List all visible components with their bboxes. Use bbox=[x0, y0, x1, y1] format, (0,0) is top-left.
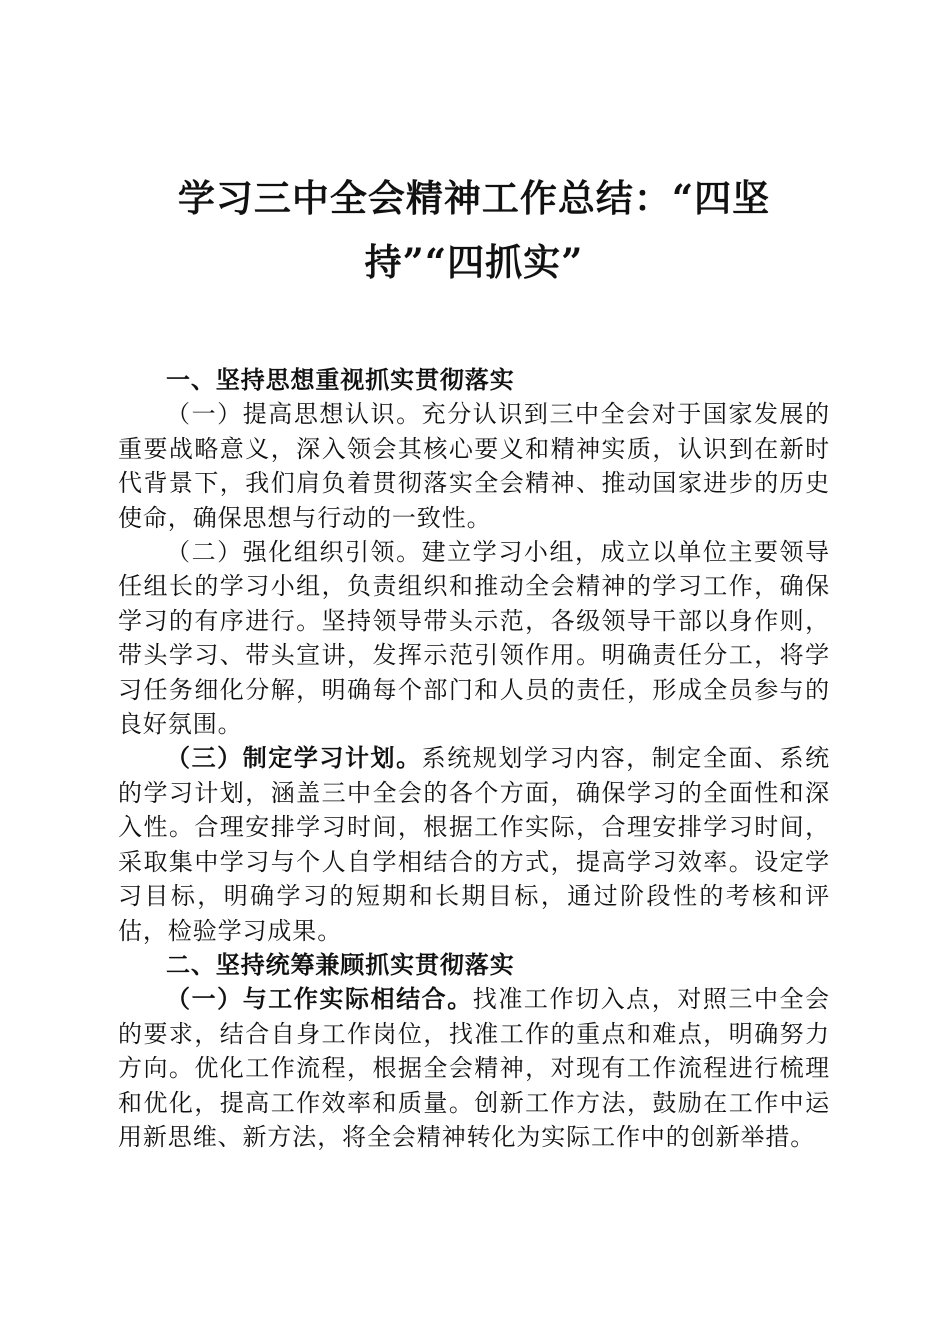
paragraph-2-1 bbox=[118, 982, 830, 1154]
paragraph-text: 充分认识到三中全会对于国家发展的重要战略意义，深入领会其核心要义和精神实质，认识到在新时代背景下，我们肩负着贯彻落实全会精神、推动国家进步的历史使命，确保思想与行动的一致性。 bbox=[118, 400, 830, 532]
paragraph-lead: （三）制定学习计划。 bbox=[166, 744, 422, 773]
paragraph-1-2 bbox=[118, 535, 830, 741]
section-heading-1: 一、坚持思想重视抓实贯彻落实 bbox=[166, 366, 515, 394]
document-title: 学习三中全会精神工作总结：“四坚持”“四抓实” bbox=[177, 176, 771, 284]
paragraph-lead: （一）与工作实际相结合。 bbox=[166, 985, 473, 1014]
paragraph-text: 找准工作切入点，对照三中全会的要求，结合自身工作岗位，找准工作的重点和难点，明确努力方向。优化工作流程，根据全会精神，对现有工作流程进行梳理和优化，提高工作效率和质量。创新工作方法，鼓励在工作中运用新思维、新方法，将全会精神转化为实际工作中的创新举措。 bbox=[118, 985, 830, 1151]
section-heading-2: 二、坚持统筹兼顾抓实贯彻落实 bbox=[166, 950, 515, 979]
paragraph-lead: （二）强化组织引领。 bbox=[166, 538, 422, 567]
paragraph-1-3 bbox=[118, 741, 830, 947]
paragraph-lead: （一）提高思想认识。 bbox=[166, 400, 422, 429]
paragraph-1-1 bbox=[118, 397, 830, 535]
paragraph-text: 系统规划学习内容，制定全面、系统的学习计划，涵盖三中全会的各个方面，确保学习的全面性和深入性。合理安排学习时间，根据工作实际，合理安排学习时间，采取集中学习与个人自学相结合的方式，提高学习效率。设定学习目标，明确学习的短期和长期目标，通过阶段性的考核和评估，检验学习成果。 bbox=[118, 744, 830, 945]
document-body bbox=[118, 363, 830, 1154]
paragraph-text: 建立学习小组，成立以单位主要领导任组长的学习小组，负责组织和推动全会精神的学习工作，确保学习的有序进行。坚持领导带头示范，各级领导干部以身作则，带头学习、带头宣讲，发挥示范引领作用。明确责任分工，将学习任务细化分解，明确每个部门和人员的责任，形成全员参与的良好氛围。 bbox=[118, 538, 830, 739]
